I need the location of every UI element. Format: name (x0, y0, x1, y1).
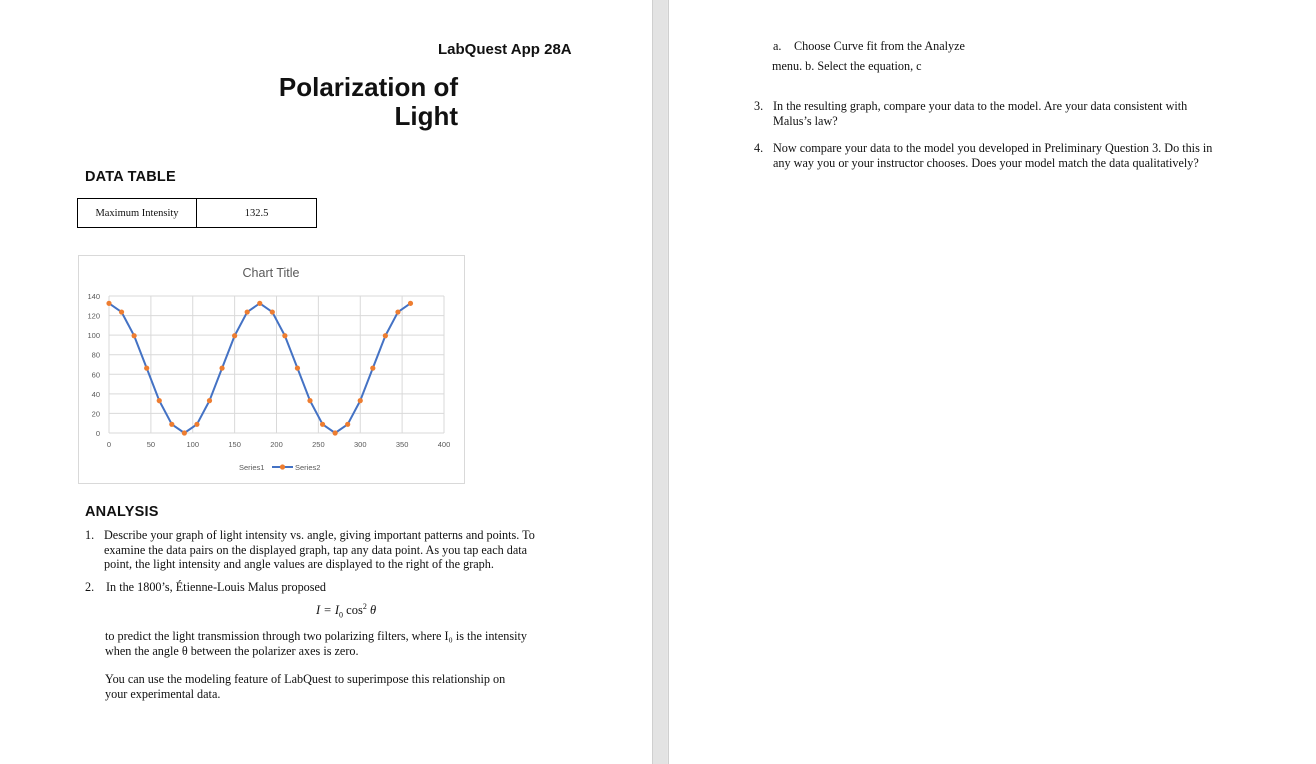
chart-data-point (395, 309, 400, 314)
data-table-heading: DATA TABLE (85, 169, 176, 185)
chart-data-point (345, 422, 350, 427)
chart-container[interactable] (78, 255, 465, 484)
formula-theta: θ (366, 603, 377, 618)
question-1-line: examine the data pairs on the displayed graph, tap any data point. As you tap each data (104, 542, 528, 557)
data-table (77, 198, 317, 228)
question-number-4: 4. (754, 141, 764, 155)
question-4-line: Now compare your data to the model you developed in Preliminary Question 3. Do this in (773, 141, 1213, 155)
question-2-explanation (105, 629, 575, 658)
chart-x-tick-label: 0 (106, 440, 112, 449)
question-number-2: 2. (85, 580, 95, 594)
chart-data-point (194, 422, 199, 427)
chart-legend (239, 463, 320, 472)
chart-y-tick-label: 60 (91, 370, 100, 380)
legend-series-1-label: Series1 (239, 463, 265, 472)
chart-y-tick-label: 80 (91, 350, 100, 360)
item-a-text: Choose Curve fit from the Analyze (794, 39, 965, 53)
chart-x-tick-label: 50 (146, 440, 156, 449)
chart-title: Chart Title (242, 266, 300, 280)
chart-svg (79, 256, 464, 483)
chart-x-tick-label: 300 (353, 440, 367, 449)
chart-data-point (119, 309, 124, 314)
question-number-1: 1. (85, 528, 95, 542)
chart-x-tick-label: 200 (270, 440, 283, 449)
chart-markers (106, 301, 413, 436)
question-3-text (773, 99, 1293, 128)
chart-y-ticks (87, 292, 100, 438)
chart-data-point (182, 430, 187, 435)
chart-data-point (245, 309, 250, 314)
chart-data-point (232, 333, 237, 338)
chart-data-point (333, 430, 338, 435)
chart-y-tick-label: 0 (95, 429, 100, 438)
chart-data-point (270, 309, 275, 314)
chart-data-point (169, 422, 174, 427)
chart-y-tick-label: 140 (87, 292, 100, 301)
table-cell-value: 132.5 (197, 199, 317, 228)
question-2-line: You can use the modeling feature of LabQuest to superimpose this relationship on (105, 672, 506, 686)
chart-grid (109, 296, 444, 433)
item-a-label: a. (773, 39, 782, 53)
formula-cos: cos (343, 603, 363, 618)
page-gap (653, 0, 667, 764)
question-2-line: to predict the light transmission through two polarizing filters, where I₀ is the intensity (105, 629, 527, 643)
question-number-3: 3. (754, 99, 764, 113)
chart-data-point (370, 366, 375, 371)
question-3-line: In the resulting graph, compare your data to the model. Are your data consistent with (773, 99, 1188, 113)
question-4-line: any way you or your instructor chooses. Does your model match the data qualitatively? (773, 155, 1199, 170)
chart-data-point (383, 333, 388, 338)
chart-data-point (295, 366, 300, 371)
analysis-heading: ANALYSIS (85, 504, 159, 520)
formula-lhs: I = I (316, 603, 340, 618)
chart-data-point (219, 366, 224, 371)
chart-x-tick-label: 250 (312, 440, 325, 449)
chart-data-point (307, 398, 312, 403)
chart-data-point (257, 301, 262, 306)
question-2-line: when the angle θ between the polarizer axes is zero. (105, 643, 359, 658)
question-1-text (104, 528, 574, 572)
question-2-line: your experimental data. (105, 686, 221, 701)
chart-data-point (106, 301, 111, 306)
chart-y-tick-label: 120 (87, 311, 100, 321)
legend-series-2-marker-swatch (280, 464, 285, 469)
question-2-modeling-note (105, 672, 575, 701)
chart-data-point (132, 333, 137, 338)
chart-x-tick-label: 400 (437, 440, 451, 449)
chart-y-tick-label: 20 (91, 409, 100, 419)
chart-data-point (358, 398, 363, 403)
page-header: LabQuest App 28A (438, 41, 572, 58)
chart-y-tick-label: 100 (87, 331, 100, 341)
formula-subscript: 0 (339, 610, 344, 620)
question-1-line: point, the light intensity and angle values are displayed to the right of the graph. (104, 557, 494, 571)
chart-x-tick-label: 150 (228, 440, 241, 449)
chart-x-tick-label: 100 (186, 440, 200, 449)
document-page-right (668, 0, 1316, 764)
page-title-line-1: Polarization of (278, 72, 458, 102)
legend-series-2-label: Series2 (295, 463, 321, 472)
chart-data-point (144, 366, 149, 371)
chart-x-ticks (107, 440, 450, 449)
question-4-text (773, 141, 1303, 170)
chart-data-point (320, 422, 325, 427)
chart-data-point (207, 398, 212, 403)
chart-data-point (157, 398, 162, 403)
page-title-line-2: Light (394, 101, 458, 131)
chart-data-point (408, 301, 413, 306)
chart-y-tick-label: 40 (91, 389, 100, 399)
chart-data-point (282, 333, 287, 338)
document-page-left (0, 0, 653, 764)
table-cell-label: Maximum Intensity (78, 199, 197, 228)
table-row (78, 199, 317, 228)
page-title (200, 73, 458, 131)
question-1-line: Describe your graph of light intensity vs. angle, giving important patterns and points. To (104, 528, 535, 542)
question-2-intro: In the 1800’s, Étienne-Louis Malus proposed (106, 580, 327, 594)
formula-superscript: 2 (362, 602, 367, 611)
question-3-line: Malus’s law? (773, 113, 838, 128)
malus-law-formula (316, 602, 376, 620)
chart-x-tick-label: 350 (395, 440, 409, 449)
item-b-text: menu. b. Select the equation, c (772, 59, 922, 73)
